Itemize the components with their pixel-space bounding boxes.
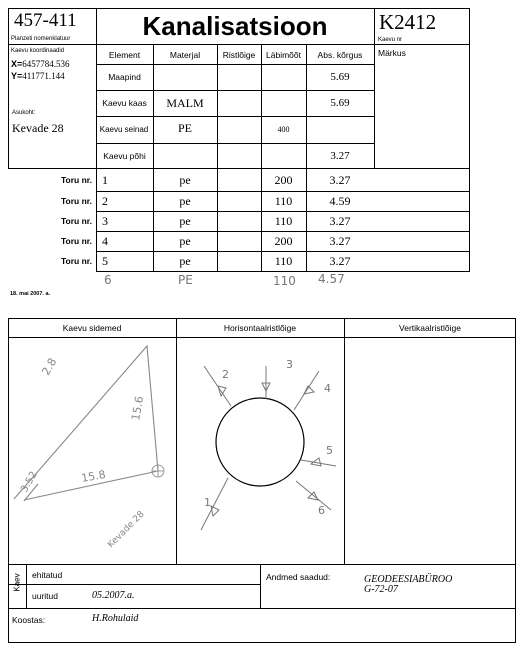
document-title: Kanalisatsioon	[142, 10, 328, 41]
pipe-diameter: 200	[274, 172, 293, 187]
well-number: K2412	[379, 10, 437, 34]
handwritten-pipe-material: PE	[178, 273, 193, 287]
pipe-material: pe	[179, 194, 191, 208]
date-stamp: 18. mai 2007. a.	[10, 291, 51, 297]
x-label: X=	[11, 59, 23, 69]
row-element: Maapind	[108, 72, 141, 82]
pipe-number: 4	[102, 234, 108, 248]
data-source-label: Andmed saadud:	[266, 572, 331, 582]
row-height: 3.27	[330, 149, 350, 162]
pipe-number: 5	[102, 254, 108, 268]
pipe-sketch-number: 6	[318, 504, 325, 517]
col-element: Element	[108, 49, 141, 60]
row-height: 5.69	[330, 71, 350, 83]
horizontal-section-title: Horisontaalristlõige	[223, 322, 297, 333]
pipe-sketch-number: 1	[204, 496, 211, 509]
data-source-code: G-72-07	[364, 584, 398, 595]
pipe-sketch-number: 3	[286, 358, 293, 371]
row-material: PE	[177, 120, 192, 135]
pipe-height: 3.27	[329, 172, 351, 187]
pipe-label: Toru nr.	[60, 175, 92, 185]
pipe-diameter: 110	[274, 194, 293, 208]
pipe-sketch-number: 4	[324, 382, 331, 395]
col-material: Materjal	[169, 49, 201, 60]
pipe-diameter: 110	[274, 254, 293, 268]
ties-sketch	[8, 338, 176, 563]
location-value: Kevade 28	[12, 121, 64, 135]
pipe-height: 3.27	[329, 254, 351, 268]
ties-section-title: Kaevu sidemed	[62, 322, 122, 333]
pipe-number: 1	[102, 173, 108, 187]
coordinates-label: Kaevu koordinaadid	[11, 48, 65, 54]
x-coordinate	[11, 59, 70, 69]
tie-label: 2.8	[39, 355, 60, 378]
horizontal-section-sketch	[176, 338, 344, 563]
surveyed-value: 05.2007.a.	[92, 590, 135, 601]
compiler-label: Koostas:	[12, 615, 46, 625]
tie-label: 15.6	[129, 395, 147, 422]
pipe-material: pe	[179, 254, 191, 268]
row-material: MALM	[166, 95, 204, 110]
pipe-height: 3.27	[329, 214, 351, 228]
location-label: Asukoht:	[12, 110, 36, 116]
pipe-height: 3.27	[329, 234, 351, 248]
pipe-label: Toru nr.	[60, 236, 92, 246]
pipe-label: Toru nr.	[60, 216, 92, 226]
handwritten-pipe-height: 4.57	[318, 272, 345, 286]
well-side-label: Kaev	[12, 573, 22, 592]
vertical-section-title: Vertikaalristlõige	[399, 322, 461, 333]
pipe-diameter: 110	[274, 214, 293, 228]
row-height: 5.69	[330, 97, 350, 109]
handwritten-pipe-number: 6	[104, 273, 112, 287]
pipe-diameter: 200	[274, 234, 293, 248]
built-label: ehitatud	[32, 570, 63, 580]
row-element: Kaevu seinad	[99, 125, 149, 134]
pipe-height: 4.59	[329, 194, 351, 208]
pipe-material: pe	[179, 172, 191, 187]
tie-label: Kevade 28	[106, 509, 147, 551]
remarks-label: Märkus	[378, 48, 406, 58]
pipe-sketch-number: 5	[326, 444, 333, 457]
col-section: Ristlõige	[222, 49, 256, 60]
tie-label: 3.52	[19, 469, 40, 495]
pipe-material: pe	[179, 234, 191, 248]
pipe-number: 2	[102, 194, 108, 208]
row-element: Kaevu põhi	[103, 150, 146, 161]
nomenclature-label: Planzeti nomenklatuur	[11, 36, 71, 42]
y-coordinate	[11, 71, 65, 81]
pipe-material: pe	[179, 214, 191, 228]
well-number-label: Kaevu nr	[378, 37, 403, 43]
compiler-value: H.Rohulaid	[92, 613, 139, 624]
pipe-number: 3	[102, 214, 108, 228]
col-height: Abs. kõrgus	[317, 49, 363, 60]
pipe-label: Toru nr.	[60, 256, 92, 266]
handwritten-pipe-diameter: 110	[273, 274, 296, 288]
data-source-value: GEODEESIABÜROO	[364, 574, 453, 585]
x-value: 6457784.536	[22, 59, 70, 69]
pipe-sketch-number: 2	[222, 368, 229, 381]
y-value: 411771.144	[22, 71, 65, 81]
surveyed-label: uuritud	[32, 591, 58, 601]
y-label: Y=	[11, 71, 23, 81]
tie-label: 15.8	[80, 467, 107, 485]
nomenclature-number: 457-411	[14, 10, 77, 31]
row-diameter: 400	[277, 125, 290, 134]
col-diameter: Läbimõõt	[266, 49, 301, 60]
pipe-label: Toru nr.	[60, 196, 92, 206]
row-element: Kaevu kaas	[102, 98, 147, 108]
